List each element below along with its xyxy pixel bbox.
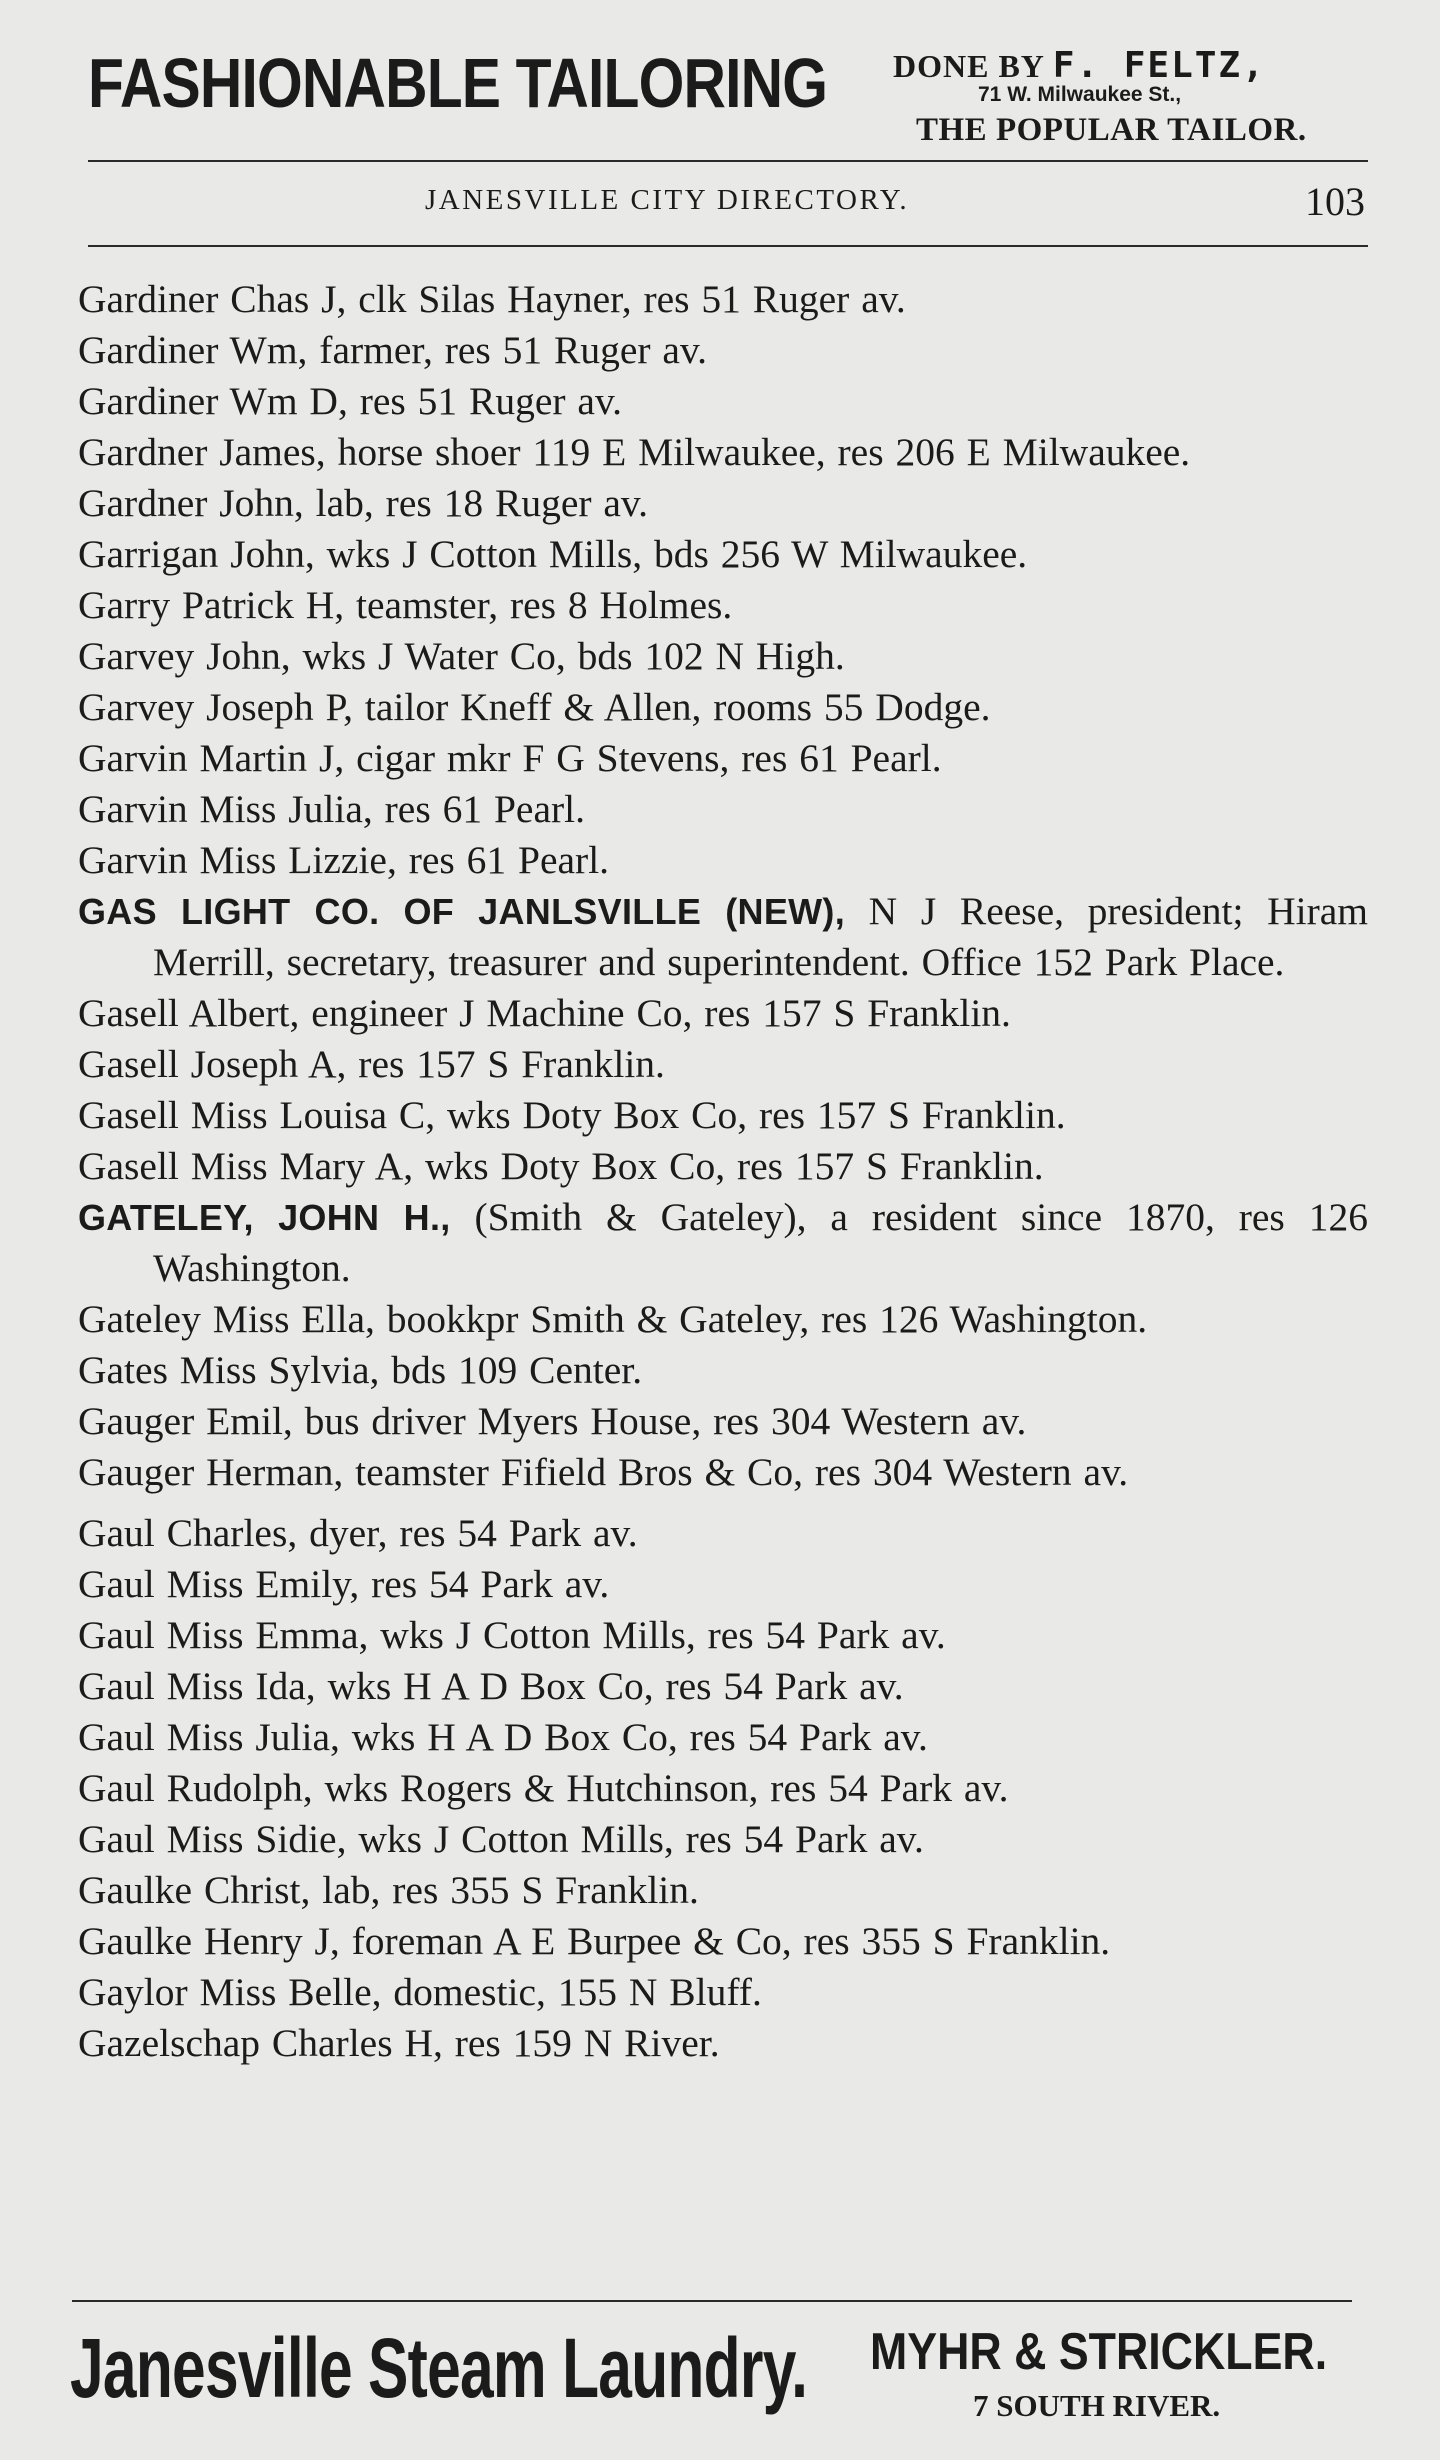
- directory-entry: [78, 2018, 1368, 2069]
- directory-entry: [78, 1090, 1368, 1141]
- footer-rule: [72, 2300, 1352, 2302]
- entry-details: bookkpr Smith & Gateley, res 126 Washington.: [374, 1297, 1148, 1341]
- entry-name: Gauger Herman,: [78, 1450, 344, 1494]
- directory-entry: [78, 427, 1368, 478]
- directory-entry: [78, 1447, 1368, 1498]
- entry-details: res 157 S Franklin.: [346, 1042, 665, 1086]
- entry-name: Garvin Miss Julia,: [78, 787, 373, 831]
- entry-name: Gaul Rudolph,: [78, 1766, 313, 1810]
- directory-entry: [78, 1763, 1368, 1814]
- entry-name: Gardner James,: [78, 430, 326, 474]
- directory-entry: [78, 733, 1368, 784]
- directory-entry: [78, 376, 1368, 427]
- directory-entry: [78, 580, 1368, 631]
- directory-entry: [78, 529, 1368, 580]
- ad-headline: FASHIONABLE TAILORING: [88, 44, 828, 122]
- entry-name: Gardiner Chas J,: [78, 277, 347, 321]
- directory-entry: [78, 1967, 1368, 2018]
- entry-name: Gasell Miss Mary A,: [78, 1144, 414, 1188]
- entry-name: Garvin Martin J,: [78, 736, 345, 780]
- entry-details: cigar mkr F G Stevens, res 61 Pearl.: [344, 736, 942, 780]
- entry-details: wks H A D Box Co, res 54 Park av.: [339, 1715, 928, 1759]
- entry-details: res 61 Pearl.: [396, 838, 610, 882]
- directory-entry: [78, 1192, 1368, 1294]
- directory-entry: [78, 1141, 1368, 1192]
- entry-details: teamster Fifield Bros & Co, res 304 Western av.: [343, 1450, 1129, 1494]
- directory-entry: [78, 274, 1368, 325]
- entry-name: Gasell Albert,: [78, 991, 300, 1035]
- entry-name: Gaul Miss Sidie,: [78, 1817, 347, 1861]
- entry-details: teamster, res 8 Holmes.: [344, 583, 733, 627]
- laundry-advertisement: [70, 2318, 1360, 2438]
- entry-details: clk Silas Hayner, res 51 Ruger av.: [346, 277, 906, 321]
- entry-name: Gateley Miss Ella,: [78, 1297, 375, 1341]
- entry-name: Gaul Miss Emily,: [78, 1562, 360, 1606]
- entry-details: wks J Cotton Mills, res 54 Park av.: [368, 1613, 946, 1657]
- directory-entry: [78, 478, 1368, 529]
- entry-details: engineer J Machine Co, res 157 S Franklin.: [299, 991, 1011, 1035]
- ad-business-name: Janesville Steam Laundry.: [70, 2321, 808, 2415]
- entry-details: (Smith & Gateley), a resident since 1870, res 126 Washington.: [153, 1195, 1368, 1290]
- ad-street-address: 7 SOUTH RIVER.: [973, 2388, 1221, 2423]
- directory-entry: [78, 1661, 1368, 1712]
- entry-name: Gardiner Wm D,: [78, 379, 348, 423]
- entry-details: bds 109 Center.: [379, 1348, 643, 1392]
- entry-name: Gaul Miss Ida,: [78, 1664, 316, 1708]
- entry-details: bus driver Myers House, res 304 Western av.: [292, 1399, 1027, 1443]
- entry-spacer: [78, 1498, 1368, 1508]
- entry-name: Garry Patrick H,: [78, 583, 345, 627]
- entry-name: Gaylor Miss Belle,: [78, 1970, 382, 2014]
- entry-details: N J Reese, president; Hiram Merrill, secretary, treasurer and superintendent. Office 152 Park Place.: [153, 889, 1368, 984]
- directory-title: JANESVILLE CITY DIRECTORY.: [425, 184, 910, 216]
- directory-entry: [78, 1610, 1368, 1661]
- entry-details: farmer, res 51 Ruger av.: [307, 328, 708, 372]
- entry-details: domestic, 155 N Bluff.: [381, 1970, 762, 2014]
- entry-details: tailor Kneff & Allen, rooms 55 Dodge.: [352, 685, 991, 729]
- entry-details: res 61 Pearl.: [372, 787, 585, 831]
- directory-entries: [78, 274, 1368, 2069]
- entry-name: Garvey Joseph P,: [78, 685, 353, 729]
- ad-proprietors: MYHR & STRICKLER.: [870, 2323, 1328, 2381]
- entry-details: wks J Cotton Mills, bds 256 W Milwaukee.: [314, 532, 1028, 576]
- entry-name: GAS LIGHT CO. OF JANLSVILLE (NEW),: [78, 891, 846, 932]
- entry-details: wks Rogers & Hutchinson, res 54 Park av.: [312, 1766, 1009, 1810]
- directory-entry: [78, 1559, 1368, 1610]
- entry-details: dyer, res 54 Park av.: [297, 1511, 638, 1555]
- directory-entry: [78, 682, 1368, 733]
- directory-entry: [78, 1294, 1368, 1345]
- directory-entry: [78, 1814, 1368, 1865]
- entry-details: res 54 Park av.: [359, 1562, 610, 1606]
- entry-name: Gates Miss Sylvia,: [78, 1348, 380, 1392]
- entry-name: Gazelschap Charles H,: [78, 2021, 443, 2065]
- entry-details: wks Doty Box Co, res 157 S Franklin.: [435, 1093, 1066, 1137]
- entry-name: Garrigan John,: [78, 532, 315, 576]
- ad-done-by-line: [893, 46, 1266, 86]
- entry-name: Garvin Miss Lizzie,: [78, 838, 397, 882]
- directory-entry: [78, 1865, 1368, 1916]
- ad-address: 71 W. Milwaukee St.,: [978, 83, 1182, 106]
- entry-name: Gaul Miss Julia,: [78, 1715, 340, 1759]
- entry-details: lab, res 355 S Franklin.: [310, 1868, 699, 1912]
- directory-entry: [78, 631, 1368, 682]
- running-head: [85, 178, 1365, 226]
- ad-tagline: THE POPULAR TAILOR.: [916, 112, 1307, 148]
- ad-tailor-name: F. FELTZ,: [1052, 45, 1266, 86]
- directory-entry: [78, 1039, 1368, 1090]
- entry-details: lab, res 18 Ruger av.: [303, 481, 648, 525]
- page-number: 103: [1305, 179, 1365, 224]
- entry-name: Gardiner Wm,: [78, 328, 308, 372]
- entry-details: res 51 Ruger av.: [347, 379, 623, 423]
- directory-entry: [78, 886, 1368, 988]
- entry-name: Gasell Miss Louisa C,: [78, 1093, 436, 1137]
- entry-name: Gaul Charles,: [78, 1511, 298, 1555]
- directory-entry: [78, 988, 1368, 1039]
- directory-entry: [78, 835, 1368, 886]
- entry-details: wks J Water Co, bds 102 N High.: [290, 634, 845, 678]
- directory-entry: [78, 1916, 1368, 1967]
- entry-name: Gaul Miss Emma,: [78, 1613, 369, 1657]
- directory-entry: [78, 325, 1368, 376]
- directory-entry: [78, 784, 1368, 835]
- entry-details: wks J Cotton Mills, res 54 Park av.: [346, 1817, 924, 1861]
- tailoring-advertisement: [88, 38, 1368, 158]
- entry-details: res 159 N River.: [442, 2021, 720, 2065]
- directory-entry: [78, 1396, 1368, 1447]
- entry-name: GATELEY, JOHN H.,: [78, 1197, 451, 1238]
- directory-entry: [78, 1508, 1368, 1559]
- entry-details: horse shoer 119 E Milwaukee, res 206 E Milwaukee.: [325, 430, 1191, 474]
- entry-name: Garvey John,: [78, 634, 291, 678]
- entry-name: Gaulke Christ,: [78, 1868, 311, 1912]
- header-rule-top: [88, 160, 1368, 162]
- entry-name: Gardner John,: [78, 481, 304, 525]
- entry-name: Gauger Emil,: [78, 1399, 293, 1443]
- ad-done-by: DONE BY: [893, 48, 1044, 84]
- entry-details: wks Doty Box Co, res 157 S Franklin.: [413, 1144, 1044, 1188]
- header-rule-bottom: [88, 245, 1368, 247]
- entry-details: foreman A E Burpee & Co, res 355 S Franklin.: [339, 1919, 1111, 1963]
- directory-entry: [78, 1712, 1368, 1763]
- entry-details: wks H A D Box Co, res 54 Park av.: [315, 1664, 904, 1708]
- entry-name: Gasell Joseph A,: [78, 1042, 347, 1086]
- entry-name: Gaulke Henry J,: [78, 1919, 340, 1963]
- directory-entry: [78, 1345, 1368, 1396]
